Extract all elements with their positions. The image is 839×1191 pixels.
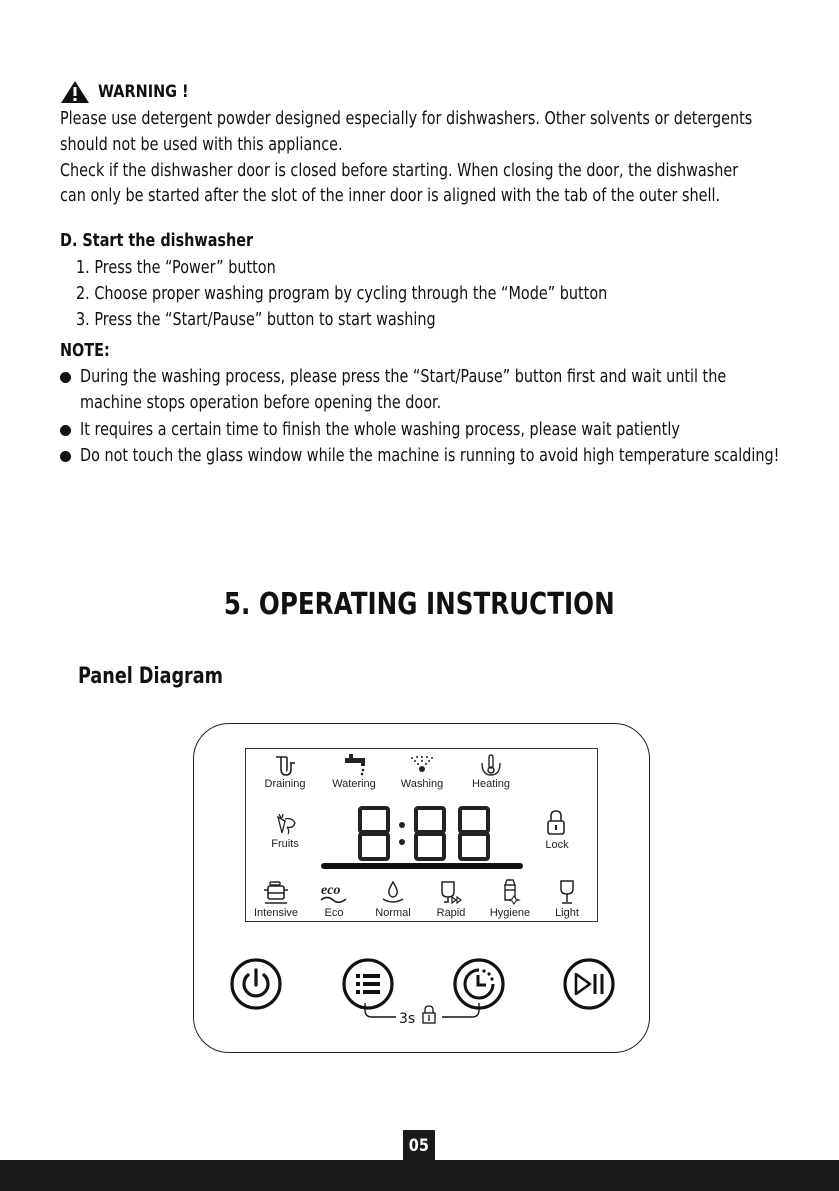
start-heading: D. Start the dishwasher [60, 230, 254, 251]
hygiene-bottle-icon [498, 878, 522, 906]
lcd-display [245, 748, 598, 922]
warning-title: WARNING ! [98, 82, 189, 102]
light-wineglass-icon [556, 878, 578, 906]
start-step: 2. Choose proper washing program by cycling through the “Mode” button [76, 283, 608, 304]
status-label-washing: Washing [400, 778, 444, 790]
warning-line: can only be started after the slot of the inner door is aligned with the tab of the outer shell. [60, 185, 721, 206]
start-pause-button[interactable] [563, 958, 615, 1010]
eco-icon [319, 881, 349, 905]
note-line: Do not touch the glass window while the machine is running to avoid high temperature scalding! [80, 445, 780, 466]
watering-icon [341, 753, 369, 777]
washing-spray-icon [408, 754, 436, 776]
lock-icon [546, 809, 566, 837]
note-line: During the washing process, please press the “Start/Pause” button first and wait until the [80, 366, 727, 387]
start-step: 1. Press the “Power” button [76, 257, 276, 278]
warning-line: should not be used with this appliance. [60, 134, 343, 155]
small-lock-icon [423, 1006, 435, 1023]
intensive-pot-icon [263, 879, 289, 905]
fruits-label: Fruits [271, 838, 299, 850]
svg-text:3s: 3s [399, 1011, 416, 1027]
page-footer-bar [0, 1160, 839, 1191]
progress-bar [321, 863, 523, 869]
lock-label: Lock [545, 839, 569, 851]
start-step: 3. Press the “Start/Pause” button to start washing [76, 309, 436, 330]
warning-line: Check if the dishwasher door is closed before starting. When closing the door, the dishwasher [60, 160, 739, 181]
panel-diagram-title: Panel Diagram [78, 664, 223, 689]
status-label-draining: Draining [264, 778, 306, 790]
warning-header [60, 80, 205, 104]
section-title: 5. OPERATING INSTRUCTION [224, 587, 615, 622]
note-heading: NOTE: [60, 340, 110, 361]
child-lock-hint [362, 1003, 482, 1029]
fruits-icon [272, 811, 298, 837]
rapid-glass-icon [438, 879, 466, 905]
bullet-dot [60, 451, 71, 462]
status-label-heating: Heating [472, 778, 510, 790]
note-line: It requires a certain time to finish the whole washing process, please wait patiently [80, 419, 680, 440]
program-label-intensive: Intensive [253, 907, 299, 919]
program-label-light: Light [555, 907, 579, 919]
note-line: machine stops operation before opening the door. [80, 392, 442, 413]
power-button[interactable] [230, 958, 282, 1010]
time-display-digits [356, 806, 496, 862]
svg-text:eco: eco [321, 883, 341, 898]
program-label-rapid: Rapid [436, 907, 466, 919]
bullet-dot [60, 372, 71, 383]
warning-line: Please use detergent powder designed especially for dishwashers. Other solvents or detergents [60, 108, 753, 129]
program-label-normal: Normal [375, 907, 411, 919]
warning-triangle-icon [60, 80, 90, 104]
program-label-hygiene: Hygiene [489, 907, 531, 919]
normal-drop-icon [380, 879, 406, 905]
heating-thermometer-icon [479, 753, 503, 777]
status-label-watering: Watering [332, 778, 376, 790]
page-number: 05 [403, 1130, 435, 1162]
program-label-eco: Eco [324, 907, 344, 919]
draining-icon [273, 755, 299, 779]
bullet-dot [60, 425, 71, 436]
